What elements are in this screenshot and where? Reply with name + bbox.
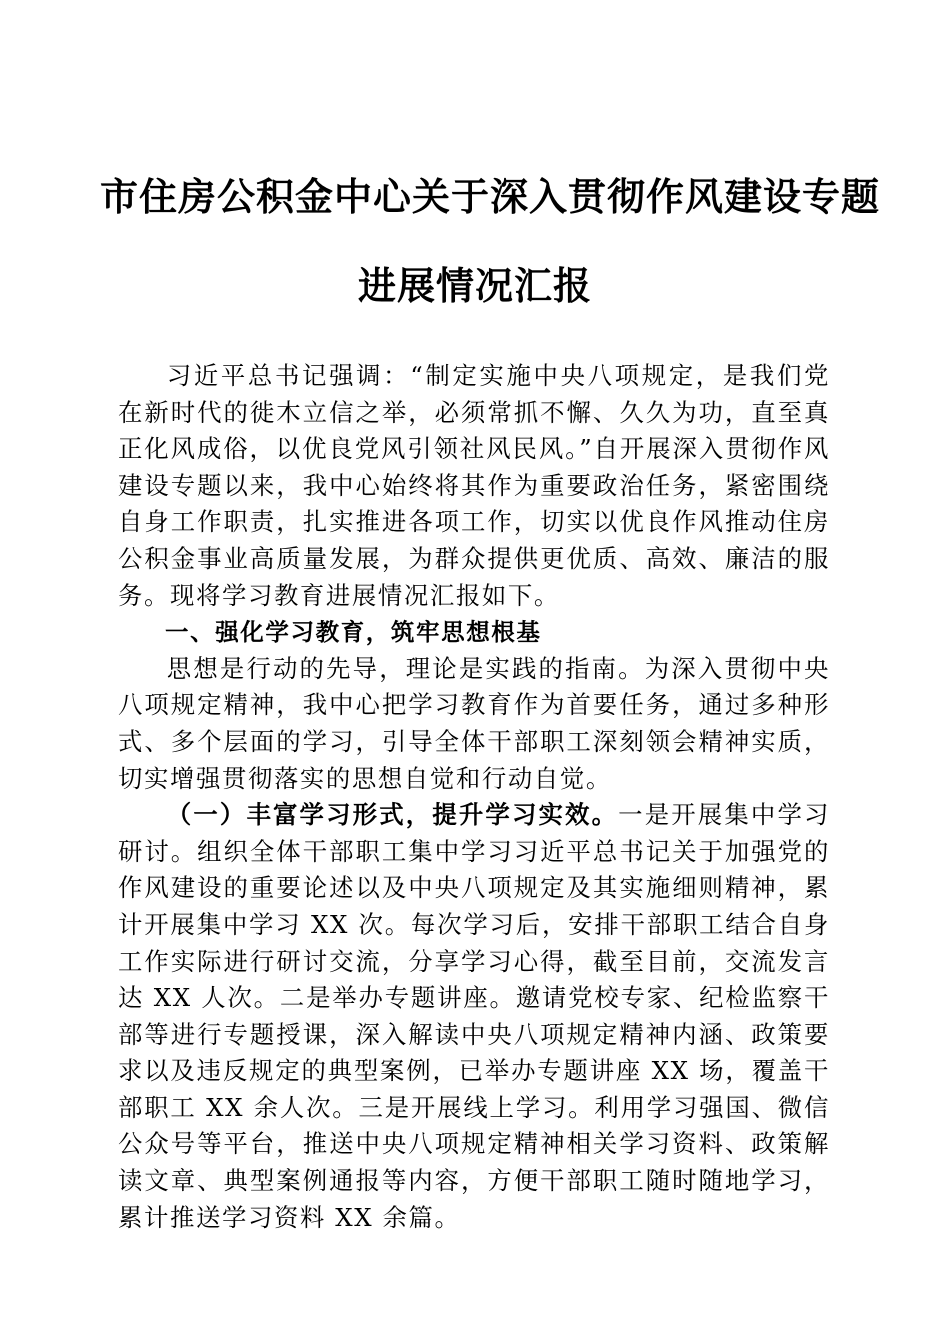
subsection-1-paragraph [118,797,830,1236]
document-title-line-2: 进展情况汇报 [357,263,592,308]
section-1-intro-paragraph: 思想是行动的先导，理论是实践的指南。为深入贯彻中央八项规定精神，我中心把学习教育作为首要任务，通过多种形式、多个层面的学习，引导全体干部职工深刻领会精神实质，切实增强贯彻落实的思想自觉和行动自觉。 [118,653,830,793]
document-body [118,358,830,1236]
subsection-1-lead: （一）丰富学习形式，提升学习实效。 [166,800,619,830]
subsection-1-body: 一是开展集中学习研讨。组织全体干部职工集中学习习近平总书记关于加强党的作风建设的重要论述以及中央八项规定及其实施细则精神，累计开展集中学习 XX 次。每次学习后，安排干部职工结合自身工作实际进行研讨交流，分享学习心得，截至目前，交流发言达 XX 人次。二是举办专题讲座。邀请党校专家、纪检监察干部等进行专题授课，深入解读中央八项规定精神内涵、政策要求以及违反规定的典型案例，已举办专题讲座 XX 场，覆盖干部职工 XX 余人次。三是开展线上学习。利用学习强国、微信公众号等平台，推送中央八项规定精神相关学习资料、政策解读文章、典型案例通报等内容，方便干部职工随时随地学习，累计推送学习资料 XX 余篇。 [118,800,830,1232]
intro-paragraph: 习近平总书记强调：“制定实施中央八项规定，是我们党在新时代的徙木立信之举，必须常抓不懈、久久为功，直至真正化风成俗，以优良党风引领社风民风。”自开展深入贯彻作风建设专题以来，我中心始终将其作为重要政治任务，紧密围绕自身工作职责，扎实推进各项工作，切实以优良作风推动住房公积金事业高质量发展，为群众提供更优质、高效、廉洁的服务。现将学习教育进展情况汇报如下。 [118,361,830,610]
section-1-heading: 一、强化学习教育，筑牢思想根基 [165,618,542,647]
document-title-line-1: 市住房公积金中心关于深入贯彻作风建设专题 [100,174,881,219]
